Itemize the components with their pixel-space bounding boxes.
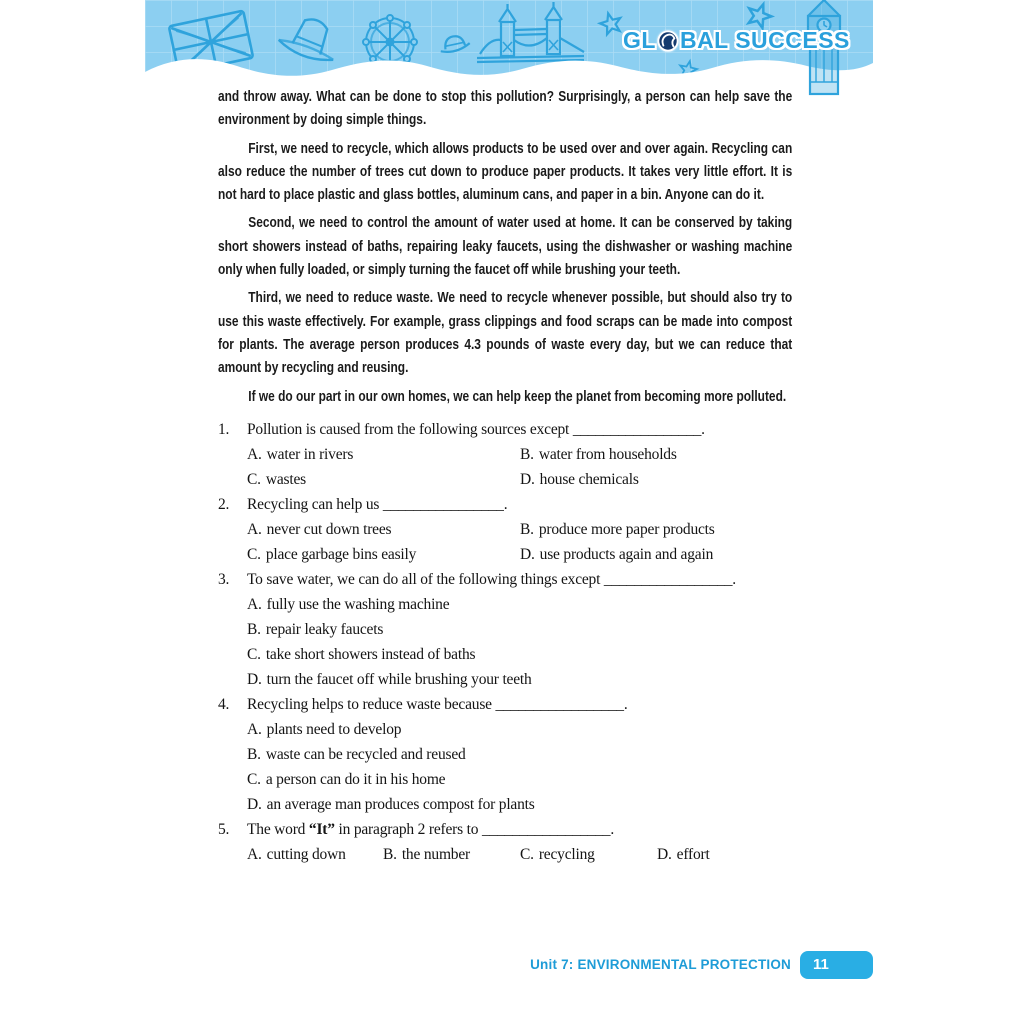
passage-paragraph: Second, we need to control the amount of water used at home. It can be conserved by taking short showers instead of baths, repairing leaky faucets, using the dishwasher or washing machine only when fully loaded, or simply turning the faucet off while brushing your teeth.: [218, 215, 793, 279]
unit-label: Unit 7: ENVIRONMENTAL PROTECTION: [530, 957, 791, 972]
option-label: B.: [247, 745, 261, 763]
option-label: A.: [247, 445, 262, 463]
option-text: house chemicals: [539, 470, 639, 488]
question-number: 5.: [218, 820, 230, 838]
option-label: C.: [247, 545, 261, 563]
option-text: waste can be recycled and reused: [265, 745, 466, 763]
question-text-bold: “It”: [308, 820, 335, 838]
question-item: [218, 417, 792, 492]
question-number: 4.: [218, 695, 230, 713]
option-label: C.: [520, 845, 534, 863]
option-text: fully use the washing machine: [266, 595, 450, 613]
option-label: A.: [247, 520, 262, 538]
option-text: repair leaky faucets: [265, 620, 384, 638]
answer-option-d: [520, 542, 792, 567]
question-number: 1.: [218, 420, 230, 438]
passage-paragraph: and throw away. What can be done to stop this pollution? Surprisingly, a person can help save the environment by doing simple things.: [218, 89, 793, 129]
option-text: a person can do it in his home: [265, 770, 446, 788]
option-text: never cut down trees: [266, 520, 392, 538]
option-text: water in rivers: [266, 445, 354, 463]
option-text: place garbage bins easily: [265, 545, 417, 563]
answer-option-d: [247, 792, 792, 817]
question-item: [218, 492, 792, 567]
logo-text-right: BAL SUCCESS: [679, 27, 850, 53]
answer-option-c: [520, 842, 657, 867]
option-text: plants need to develop: [266, 720, 402, 738]
answer-option-b: [520, 517, 792, 542]
option-text: use products again and again: [539, 545, 714, 563]
question-text: Recycling can help us ________________.: [247, 495, 508, 513]
option-label: A.: [247, 845, 262, 863]
question-text: Recycling helps to reduce waste because _________________.: [247, 695, 628, 713]
answer-option-b: [247, 742, 792, 767]
answer-option-b: [520, 442, 792, 467]
answer-option-c: [247, 467, 520, 492]
question-item: [218, 817, 792, 867]
answer-option-a: [247, 442, 520, 467]
answer-option-a: [247, 592, 792, 617]
page-header-banner: [145, 0, 873, 100]
option-label: A.: [247, 595, 262, 613]
option-label: A.: [247, 720, 262, 738]
option-label: C.: [247, 645, 261, 663]
question-item: [218, 567, 792, 692]
page-content: [218, 86, 792, 867]
option-label: C.: [247, 470, 261, 488]
passage-paragraph: If we do our part in our own homes, we can help keep the planet from becoming more polluted.: [248, 388, 787, 405]
option-text: take short showers instead of baths: [265, 645, 476, 663]
option-text: wastes: [265, 470, 306, 488]
option-label: D.: [657, 845, 672, 863]
answer-option-b: [247, 617, 792, 642]
question-text: [247, 817, 792, 842]
question-text-suffix: in paragraph 2 refers to _________________.: [334, 820, 614, 838]
globe-icon: [657, 30, 679, 52]
option-label: D.: [520, 545, 535, 563]
option-text: effort: [676, 845, 710, 863]
answer-option-a: [247, 717, 792, 742]
question-text-prefix: The word: [247, 820, 309, 838]
answer-option-d: [520, 467, 792, 492]
global-success-logo: [623, 27, 850, 54]
option-label: D.: [520, 470, 535, 488]
option-label: C.: [247, 770, 261, 788]
question-number: 3.: [218, 570, 230, 588]
question-text: Pollution is caused from the following sources except _________________.: [247, 420, 705, 438]
option-text: cutting down: [266, 845, 346, 863]
passage-paragraph: First, we need to recycle, which allows products to be used over and over again. Recycling can also reduce the number of trees cut down to produce paper products. It takes very little effort. It is not hard to place plastic and glass bottles, aluminum cans, and paper in a bin. Anyone can do it.: [218, 140, 793, 204]
reading-passage: [218, 86, 792, 409]
option-label: B.: [247, 620, 261, 638]
answer-option-b: [383, 842, 520, 867]
option-text: the number: [401, 845, 470, 863]
answer-option-c: [247, 767, 792, 792]
page-number-badge: 11: [800, 951, 873, 979]
option-label: D.: [247, 795, 262, 813]
answer-option-c: [247, 542, 520, 567]
option-text: turn the faucet off while brushing your teeth: [266, 670, 532, 688]
answer-option-a: [247, 517, 520, 542]
questions-list: [218, 417, 792, 867]
option-text: an average man produces compost for plants: [266, 795, 535, 813]
answer-option-d: [657, 842, 792, 867]
answer-option-d: [247, 667, 792, 692]
option-label: D.: [247, 670, 262, 688]
answer-option-c: [247, 642, 792, 667]
option-text: recycling: [538, 845, 595, 863]
question-item: [218, 692, 792, 817]
option-label: B.: [520, 520, 534, 538]
passage-paragraph: Third, we need to reduce waste. We need to recycle whenever possible, but should also try to use this waste effectively. For example, grass clippings and food scraps can be made into compost for plants. The average person produces 4.3 pounds of waste every day, but we can reduce that amount by recycling and reusing.: [218, 290, 793, 377]
option-text: produce more paper products: [538, 520, 715, 538]
question-text: To save water, we can do all of the following things except _________________.: [247, 570, 736, 588]
option-text: water from households: [538, 445, 677, 463]
option-label: B.: [520, 445, 534, 463]
logo-text-left: GL: [623, 27, 656, 53]
answer-option-a: [247, 842, 383, 867]
question-number: 2.: [218, 495, 230, 513]
option-label: B.: [383, 845, 397, 863]
